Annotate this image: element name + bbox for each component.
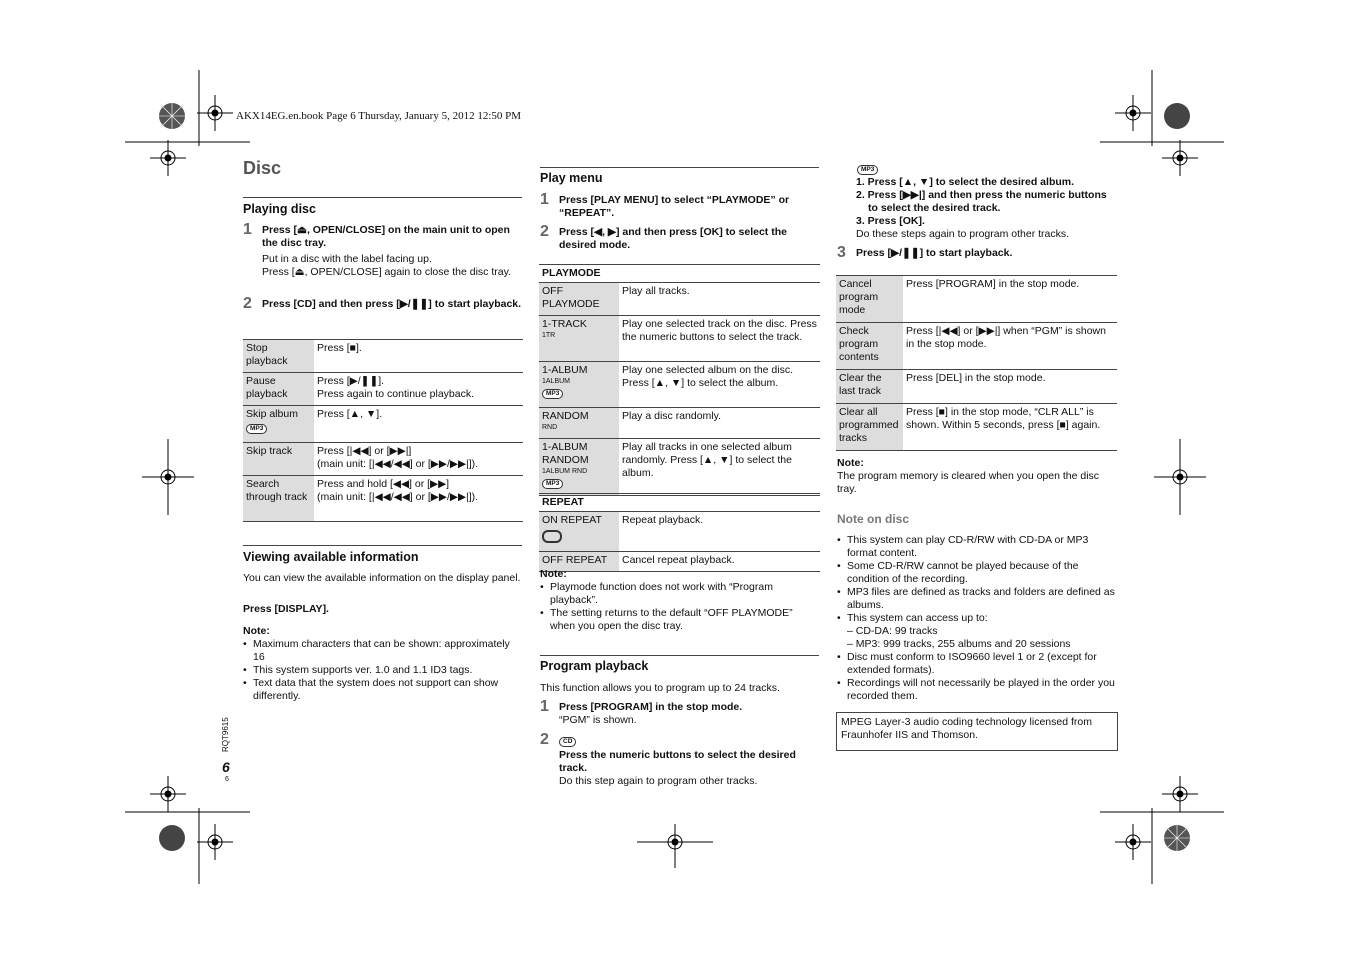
step-number: 1: [540, 191, 549, 208]
table-cell-label: [539, 362, 619, 408]
playing-disc-table: [243, 339, 523, 522]
step-text: Press [PLAY MENU] to select “PLAYMODE” or “REPEAT”.: [559, 194, 790, 219]
mp3-step: 3. Press [OK].: [856, 215, 925, 227]
step-subtext: Put in a disc with the label facing up.: [262, 253, 432, 265]
list-item: • Text data that the system does not support can show differently.: [243, 677, 523, 703]
table-row: [539, 408, 820, 439]
table-row: [539, 362, 820, 408]
table-cell-label: [539, 439, 619, 496]
list-item: • Recordings will not necessarily be played in the order you recorded them.: [837, 677, 1117, 703]
step-text: Press [⏏, OPEN/CLOSE] on the main unit to open the disc tray.: [262, 224, 510, 249]
table-cell-label: OFF PLAYMODE: [539, 283, 619, 316]
note-on-disc-list: [837, 534, 1117, 703]
sub-item: – CD-DA: 99 tracks: [847, 625, 938, 637]
cell-line: 1-ALBUM: [542, 364, 588, 376]
item-text: This system can access up to:: [847, 612, 988, 624]
table-cell-label: Stop playback: [243, 340, 314, 373]
program-table: [836, 275, 1117, 451]
display-abbrev: 1TR: [542, 332, 556, 339]
cell-line: Press and hold [◀◀] or [▶▶]: [317, 478, 450, 490]
table-cell-value: Press [|◀◀] or [▶▶|] when “PGM” is shown in the stop mode.: [903, 323, 1117, 370]
cd-badge: CD: [559, 737, 576, 747]
table-cell-value: Press [▲, ▼].: [314, 406, 523, 443]
step-number: 1: [540, 698, 549, 715]
divider: [540, 655, 819, 656]
license-notice: MPEG Layer-3 audio coding technology licensed from Fraunhofer IIS and Thomson.: [836, 712, 1118, 751]
table-row: [243, 340, 523, 373]
mp3-badge-line: [857, 162, 878, 175]
note-label: Note:: [540, 568, 567, 580]
cell-line: (main unit: [|◀◀/◀◀] or [▶▶/▶▶|]).: [317, 458, 479, 470]
table-row: [539, 552, 820, 572]
repeat-table: [539, 493, 820, 572]
cell-line: ON REPEAT: [542, 514, 602, 526]
table-cell-value: Repeat playback.: [619, 512, 820, 552]
display-abbrev: 1ALBUM RND: [542, 468, 588, 475]
step-text: Press [◀, ▶] and then press [OK] to select the desired mode.: [559, 226, 787, 251]
page-header: AKX14EG.en.book Page 6 Thursday, January 5, 2012 12:50 PM: [236, 110, 522, 122]
table-cell-label: [243, 406, 314, 443]
list-item: • This system can play CD-R/RW with CD-DA or MP3 format content.: [837, 534, 1117, 560]
table-cell-label: [539, 408, 619, 439]
step-text: Press [PROGRAM] in the stop mode.: [559, 701, 743, 713]
divider: [540, 167, 819, 168]
list-item: • Some CD-R/RW cannot be played because of the condition of the recording.: [837, 560, 1117, 586]
table-cell-label: Pause playback: [243, 373, 314, 406]
table-caption: PLAYMODE: [539, 265, 820, 283]
table-cell-value: [314, 476, 523, 522]
table-cell-value: Press [DEL] in the stop mode.: [903, 370, 1117, 404]
cell-line: Press again to continue playback.: [317, 388, 475, 400]
table-row: [836, 276, 1117, 323]
page-number-small: 6: [225, 776, 229, 783]
step-text: Press the numeric buttons to select the desired track.: [559, 749, 796, 774]
list-item: • Playmode function does not work with “Program playback”.: [540, 581, 820, 607]
step-subtext: Press [⏏, OPEN/CLOSE] again to close the disc tray.: [262, 266, 511, 278]
section-heading-play-menu: Play menu: [540, 171, 603, 185]
play-menu-notes: [540, 581, 820, 633]
table-cell-label: Check program contents: [836, 323, 903, 370]
table-cell-label: Skip track: [243, 443, 314, 476]
repeat-icon: [542, 530, 562, 543]
divider: [243, 545, 522, 546]
section-heading-playing-disc: Playing disc: [243, 202, 316, 216]
table-row: [539, 439, 820, 496]
step-subtext: “PGM” is shown.: [559, 714, 637, 726]
step-2: [243, 295, 523, 312]
mp3-badge: MP3: [246, 424, 267, 434]
page-title: Disc: [243, 158, 282, 178]
cell-line: (main unit: [|◀◀/◀◀] or [▶▶/▶▶|]).: [317, 491, 479, 503]
list-item: • MP3 files are defined as tracks and folders are defined as albums.: [837, 586, 1117, 612]
step-2: [540, 223, 820, 252]
table-cell-value: Play all tracks.: [619, 283, 820, 316]
step-number: 2: [540, 731, 549, 748]
note-label: Note:: [243, 625, 270, 637]
table-cell-label: Search through track: [243, 476, 314, 522]
table-cell-label: [539, 316, 619, 362]
cell-line: 1-TRACK: [542, 318, 587, 330]
table-row: [539, 283, 820, 316]
cell-line: Skip album: [246, 408, 298, 420]
table-cell-label: Clear the last track: [836, 370, 903, 404]
program-note: The program memory is cleared when you open the disc tray.: [837, 470, 1100, 495]
table-cell-value: Play all tracks in one selected album randomly. Press [▲, ▼] to select the album.: [619, 439, 820, 496]
display-abbrev: 1ALBUM: [542, 378, 571, 385]
step-2: [540, 731, 820, 788]
table-cell-label: Clear all programmed tracks: [836, 404, 903, 451]
program-intro: This function allows you to program up to 24 tracks.: [540, 682, 780, 694]
mp3-badge: MP3: [542, 479, 563, 489]
mp3-subtext: Do these steps again to program other tracks.: [856, 228, 1070, 240]
table-cell-value: Press [■] in the stop mode, “CLR ALL” is shown. Within 5 seconds, press [■] again.: [903, 404, 1117, 451]
table-caption: REPEAT: [539, 494, 820, 512]
mp3-step: 1. Press [▲, ▼] to select the desired album.: [856, 176, 1075, 188]
table-cell-value: Press [■].: [314, 340, 523, 373]
table-caption-row: [539, 265, 820, 283]
section-heading-viewing: Viewing available information: [243, 550, 419, 564]
step-1: [540, 698, 820, 727]
page-number: 6: [222, 759, 230, 775]
step-number: 3: [837, 244, 846, 261]
divider: [243, 197, 522, 198]
table-row: [243, 443, 523, 476]
table-cell-value: [314, 373, 523, 406]
table-cell-value: Play a disc randomly.: [619, 408, 820, 439]
viewing-text: You can view the available information on the display panel.: [243, 572, 521, 584]
table-row: [836, 404, 1117, 451]
list-item: • This system supports ver. 1.0 and 1.1 ID3 tags.: [243, 664, 523, 677]
list-item: • Maximum characters that can be shown: approximately 16: [243, 638, 523, 664]
cell-line: 1-ALBUM RANDOM: [542, 441, 589, 466]
playmode-table: [539, 264, 820, 496]
page-code: RQT9615: [221, 717, 230, 752]
step-number: 2: [243, 295, 252, 312]
table-row: [836, 323, 1117, 370]
cell-line: RANDOM: [542, 410, 589, 422]
step-number: 1: [243, 221, 252, 238]
table-row: [539, 512, 820, 552]
cell-line: Press [▶/❚❚].: [317, 375, 385, 387]
mp3-step: 2. Press [▶▶|] and then press the numeric buttons to select the desired track.: [856, 189, 1107, 214]
table-cell-label: OFF REPEAT: [539, 552, 619, 572]
mp3-badge: MP3: [542, 389, 563, 399]
step-3: [837, 244, 1117, 261]
list-item: • The setting returns to the default “OFF PLAYMODE” when you open the disc tray.: [540, 607, 820, 633]
mp3-badge: MP3: [857, 165, 878, 175]
step-text: Press [▶/❚❚] to start playback.: [856, 247, 1013, 259]
table-cell-value: Play one selected album on the disc. Press [▲, ▼] to select the album.: [619, 362, 820, 408]
step-1: [243, 221, 523, 279]
table-cell-value: [314, 443, 523, 476]
step-number: 2: [540, 223, 549, 240]
table-row: [243, 373, 523, 406]
step-1: [540, 191, 820, 220]
step-subtext: Do this step again to program other tracks.: [559, 775, 758, 787]
table-caption-row: [539, 494, 820, 512]
step-text: Press [CD] and then press [▶/❚❚] to start playback.: [262, 298, 522, 310]
sub-item: – MP3: 999 tracks, 255 albums and 20 sessions: [847, 638, 1071, 650]
cell-line: Press [|◀◀] or [▶▶|]: [317, 445, 412, 457]
table-cell-value: Play one selected track on the disc. Press the numeric buttons to select the track.: [619, 316, 820, 362]
table-row: [539, 316, 820, 362]
table-cell-label: [539, 512, 619, 552]
mp3-steps: [856, 176, 1118, 241]
table-row: [836, 370, 1117, 404]
list-item: [837, 612, 1117, 651]
list-item: • Disc must conform to ISO9660 level 1 or 2 (except for extended formats).: [837, 651, 1117, 677]
table-row: [243, 476, 523, 522]
viewing-notes: [243, 638, 523, 703]
step-badge-line: [559, 734, 820, 747]
table-cell-label: Cancel program mode: [836, 276, 903, 323]
table-cell-value: Cancel repeat playback.: [619, 552, 820, 572]
table-cell-value: Press [PROGRAM] in the stop mode.: [903, 276, 1117, 323]
display-abbrev: RND: [542, 424, 558, 431]
note-label: Note:: [837, 457, 864, 469]
viewing-press: Press [DISPLAY].: [243, 603, 329, 615]
table-row: [243, 406, 523, 443]
section-heading-note-on-disc: Note on disc: [837, 512, 910, 526]
section-heading-program: Program playback: [540, 659, 649, 673]
